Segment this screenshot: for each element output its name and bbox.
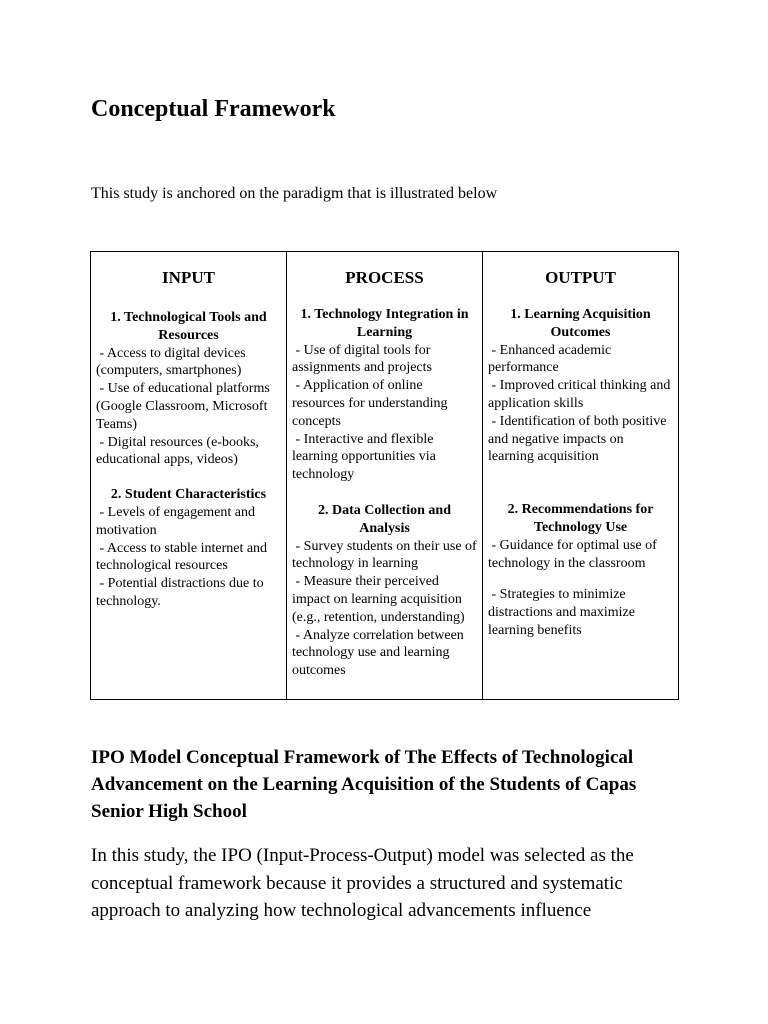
ipo-table bbox=[90, 251, 679, 700]
input-section-1-title: 1. Technological Tools and Resources bbox=[110, 310, 267, 343]
process-header: PROCESS bbox=[345, 268, 424, 287]
input-bullet: - Digital resources (e-books, educational apps, videos) bbox=[96, 434, 263, 468]
figure-caption: IPO Model Conceptual Framework of The Effects of Technological Advancement on the Learning Acquisition of the Students of Capas Senior High School bbox=[91, 747, 637, 822]
output-bullet: - Improved critical thinking and application skills bbox=[488, 378, 674, 411]
process-bullet: - Analyze correlation between technology use and learning outcomes bbox=[292, 627, 468, 679]
input-header: INPUT bbox=[162, 268, 215, 287]
process-bullet: - Use of digital tools for assignments and projects bbox=[292, 342, 434, 376]
process-bullet: - Interactive and flexible learning opportunities via technology bbox=[292, 431, 440, 483]
process-bullet: - Measure their perceived impact on learning acquisition (e.g., retention, understanding) bbox=[292, 574, 466, 625]
output-section-1-title: 1. Learning Acquisition Outcomes bbox=[510, 307, 651, 340]
input-section-2-title: 2. Student Characteristics bbox=[110, 487, 267, 503]
input-bullet: - Levels of engagement and motivation bbox=[96, 504, 259, 538]
process-bullet: - Survey students on their use of technology in learning bbox=[292, 538, 481, 572]
process-section-2-title: 2. Data Collection and Analysis bbox=[318, 502, 451, 536]
input-bullet: - Access to digital devices (computers, smartphones) bbox=[96, 345, 250, 379]
page-title: Conceptual Framework bbox=[91, 96, 336, 122]
output-section-2-title: 2. Recommendations for Technology Use bbox=[507, 502, 654, 535]
process-column bbox=[286, 252, 482, 699]
body-paragraph: In this study, the IPO (Input-Process-Output) model was selected as the conceptual framework because it provides a structured and systematic approach to analyzing how technological advancements influence bbox=[91, 845, 634, 921]
output-bullet: - Guidance for optimal use of technology in the classroom bbox=[488, 537, 661, 571]
input-bullet: - Access to stable internet and technological resources bbox=[96, 540, 271, 574]
process-section-1-title: 1. Technology Integration in Learning bbox=[300, 307, 469, 340]
process-bullet: - Application of online resources for understanding concepts bbox=[292, 378, 452, 429]
intro-text: This study is anchored on the paradigm that is illustrated below bbox=[91, 185, 498, 202]
input-column bbox=[91, 252, 286, 699]
input-bullet: - Use of educational platforms (Google Classroom, Microsoft Teams) bbox=[96, 381, 274, 432]
output-bullet: - Strategies to minimize distractions and maximize learning benefits bbox=[488, 587, 639, 638]
input-bullet: - Potential distractions due to technology. bbox=[96, 576, 268, 609]
output-bullet: - Identification of both positive and negative impacts on learning acquisition bbox=[488, 413, 670, 465]
output-header: OUTPUT bbox=[545, 268, 616, 287]
output-bullet: - Enhanced academic performance bbox=[488, 342, 615, 376]
output-column bbox=[482, 252, 678, 699]
